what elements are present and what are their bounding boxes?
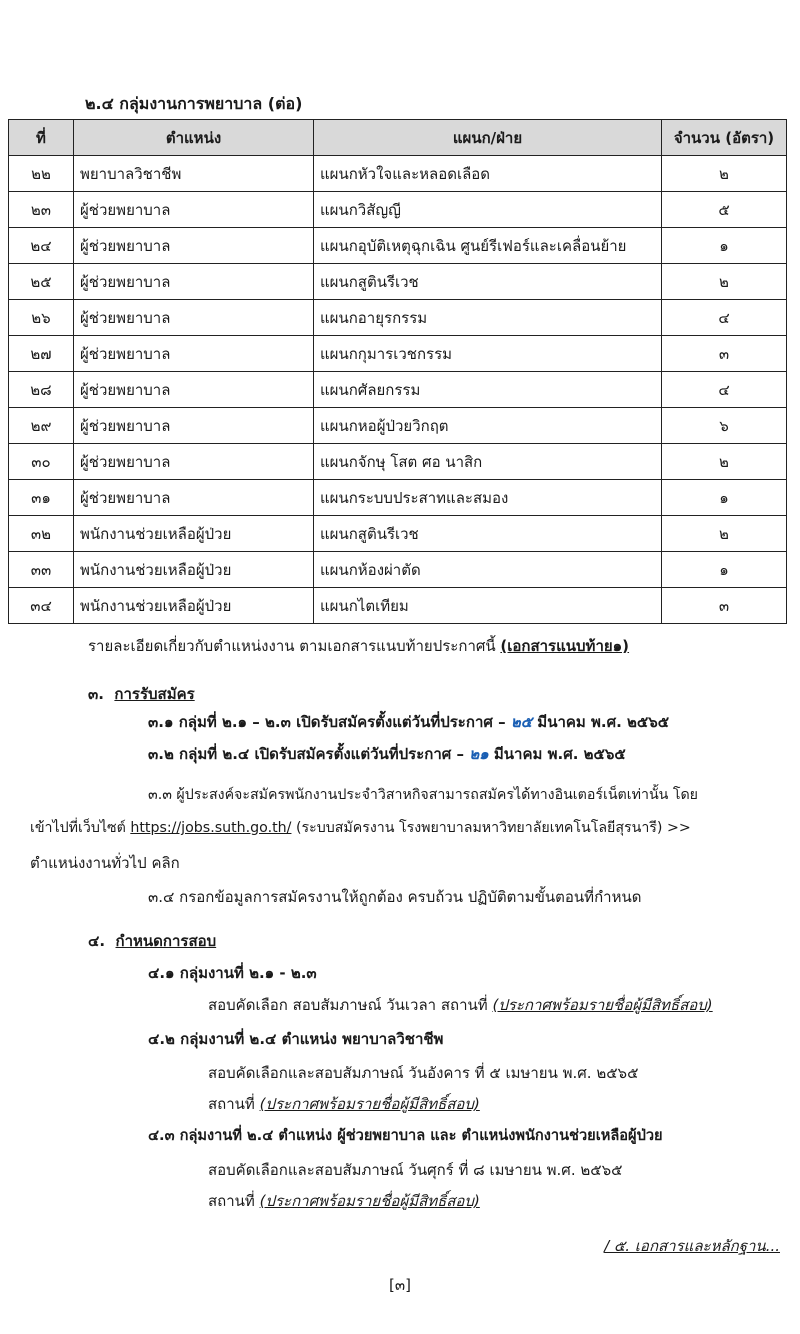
row-department: แผนกไตเทียม	[314, 588, 662, 624]
row-count: ๒	[662, 444, 787, 480]
application-item-1-prefix: ๓.๑ กลุ่มที่ ๒.๑ – ๒.๓ เปิดรับสมัครตั้งแต่วันที่ประกาศ –	[148, 713, 511, 731]
row-count: ๓	[662, 588, 787, 624]
table-row	[9, 444, 787, 480]
exam-group-1-note: (ประกาศพร้อมรายชื่อผู้มีสิทธิ์สอบ)	[492, 996, 713, 1014]
application-item-1	[148, 710, 669, 734]
row-position: ผู้ช่วยพยาบาล	[74, 336, 314, 372]
row-number: ๒๙	[9, 408, 74, 444]
attachment-reference: (เอกสารแนบท้าย๑)	[500, 637, 630, 655]
table-row	[9, 588, 787, 624]
row-number: ๓๑	[9, 480, 74, 516]
application-item-3-line-1: ๓.๓ ผู้ประสงค์จะสมัครพนักงานประจำวิสาหกิจสามารถสมัครได้ทางอินเตอร์เน็ตเท่านั้น โดย	[148, 787, 698, 803]
header-department: แผนก/ฝ่าย	[314, 120, 662, 156]
table-row	[9, 192, 787, 228]
application-heading-text: การรับสมัคร	[114, 685, 195, 703]
details-note	[88, 634, 629, 658]
header-position: ตำแหน่ง	[74, 120, 314, 156]
table-row	[9, 264, 787, 300]
table-row	[9, 480, 787, 516]
application-item-3-prefix: เข้าไปที่เว็บไซต์	[30, 820, 131, 836]
row-position: ผู้ช่วยพยาบาล	[74, 480, 314, 516]
table-row	[9, 372, 787, 408]
exam-group-3-line-2	[208, 1189, 480, 1213]
table-header-row	[9, 120, 787, 156]
row-count: ๔	[662, 300, 787, 336]
row-position: พยาบาลวิชาชีพ	[74, 156, 314, 192]
application-item-2	[148, 742, 626, 766]
row-position: ผู้ช่วยพยาบาล	[74, 300, 314, 336]
row-department: แผนกกุมารเวชกรรม	[314, 336, 662, 372]
row-number: ๒๒	[9, 156, 74, 192]
exam-group-2-venue-label: สถานที่	[208, 1095, 260, 1113]
handwritten-day-1: ๒๕	[510, 713, 533, 731]
application-item-3-line-3: ตำแหน่งงานทั่วไป คลิก	[30, 854, 180, 872]
row-department: แผนกอายุรกรรม	[314, 300, 662, 336]
handwritten-day-2: ๒๑	[469, 745, 489, 763]
row-number: ๒๘	[9, 372, 74, 408]
row-position: ผู้ช่วยพยาบาล	[74, 264, 314, 300]
application-item-4: ๓.๔ กรอกข้อมูลการสมัครงานให้ถูกต้อง ครบถ้วน ปฏิบัติตามขั้นตอนที่กำหนด	[148, 888, 642, 906]
application-heading	[88, 682, 195, 706]
row-count: ๑	[662, 480, 787, 516]
exam-group-3-line-1: สอบคัดเลือกและสอบสัมภาษณ์ วันศุกร์ ที่ ๘ เมษายน พ.ศ. ๒๕๖๕	[208, 1161, 623, 1179]
row-department: แผนกระบบประสาทและสมอง	[314, 480, 662, 516]
exam-group-3-title: ๔.๓ กลุ่มงานที่ ๒.๔ ตำแหน่ง ผู้ช่วยพยาบาล และ ตำแหน่งพนักงานช่วยเหลือผู้ป่วย	[148, 1127, 663, 1144]
exam-group-3-note: (ประกาศพร้อมรายชื่อผู้มีสิทธิ์สอบ)	[259, 1192, 480, 1210]
application-item-2-prefix: ๓.๒ กลุ่มที่ ๒.๔ เปิดรับสมัครตั้งแต่วันที่ประกาศ –	[148, 745, 470, 763]
application-item-3-suffix: (ระบบสมัครงาน โรงพยาบาลมหาวิทยาลัยเทคโนโลยีสุรนารี) >>	[291, 820, 691, 836]
row-number: ๒๗	[9, 336, 74, 372]
exam-group-2-line-2	[208, 1092, 480, 1116]
row-position: ผู้ช่วยพยาบาล	[74, 444, 314, 480]
row-department: แผนกศัลยกรรม	[314, 372, 662, 408]
row-department: แผนกวิสัญญี	[314, 192, 662, 228]
row-department: แผนกอุบัติเหตุฉุกเฉิน ศูนย์รีเฟอร์และเคลื่อนย้าย	[314, 228, 662, 264]
row-count: ๓	[662, 336, 787, 372]
row-number: ๓๔	[9, 588, 74, 624]
exam-group-2-line-1: สอบคัดเลือกและสอบสัมภาษณ์ วันอังคาร ที่ ๕ เมษายน พ.ศ. ๒๕๖๕	[208, 1064, 639, 1082]
row-position: พนักงานช่วยเหลือผู้ป่วย	[74, 516, 314, 552]
table-row	[9, 228, 787, 264]
row-position: พนักงานช่วยเหลือผู้ป่วย	[74, 588, 314, 624]
row-position: ผู้ช่วยพยาบาล	[74, 192, 314, 228]
exam-group-2-title: ๔.๒ กลุ่มงานที่ ๒.๔ ตำแหน่ง พยาบาลวิชาชีพ	[148, 1030, 444, 1048]
exam-heading-text: กำหนดการสอบ	[115, 932, 217, 950]
row-number: ๓๒	[9, 516, 74, 552]
table-row	[9, 408, 787, 444]
application-item-2-suffix: มีนาคม พ.ศ. ๒๕๖๕	[488, 745, 626, 763]
section-heading: ๒.๔ กลุ่มงานการพยาบาล (ต่อ)	[85, 94, 303, 113]
row-number: ๒๓	[9, 192, 74, 228]
row-count: ๑	[662, 552, 787, 588]
row-count: ๔	[662, 372, 787, 408]
row-department: แผนกสูตินรีเวช	[314, 264, 662, 300]
exam-group-2-note: (ประกาศพร้อมรายชื่อผู้มีสิทธิ์สอบ)	[259, 1095, 480, 1113]
row-count: ๕	[662, 192, 787, 228]
exam-group-3-venue-label: สถานที่	[208, 1192, 260, 1210]
row-count: ๑	[662, 228, 787, 264]
row-number: ๒๕	[9, 264, 74, 300]
row-number: ๓๓	[9, 552, 74, 588]
jobs-website-link[interactable]: https://jobs.suth.go.th/	[130, 820, 292, 836]
exam-group-1-line	[208, 993, 713, 1017]
table-row	[9, 300, 787, 336]
row-position: ผู้ช่วยพยาบาล	[74, 372, 314, 408]
table-row	[9, 516, 787, 552]
application-heading-number: ๓.	[88, 685, 104, 703]
table-row	[9, 156, 787, 192]
header-no: ที่	[9, 120, 74, 156]
row-number: ๓๐	[9, 444, 74, 480]
exam-group-1-text: สอบคัดเลือก สอบสัมภาษณ์ วันเวลา สถานที่	[208, 996, 493, 1014]
row-department: แผนกหอผู้ป่วยวิกฤต	[314, 408, 662, 444]
exam-group-1-title: ๔.๑ กลุ่มงานที่ ๒.๑ - ๒.๓	[148, 964, 317, 982]
header-count: จำนวน (อัตรา)	[662, 120, 787, 156]
row-count: ๒	[662, 156, 787, 192]
row-department: แผนกสูตินรีเวช	[314, 516, 662, 552]
row-department: แผนกห้องผ่าตัด	[314, 552, 662, 588]
table-row	[9, 552, 787, 588]
row-count: ๒	[662, 264, 787, 300]
row-number: ๒๖	[9, 300, 74, 336]
application-item-3-line-2	[30, 817, 691, 839]
row-position: ผู้ช่วยพยาบาล	[74, 408, 314, 444]
row-number: ๒๔	[9, 228, 74, 264]
row-department: แผนกจักษุ โสต ศอ นาสิก	[314, 444, 662, 480]
continuation-marker: / ๕. เอกสารและหลักฐาน...	[604, 1237, 780, 1255]
positions-table	[8, 119, 787, 624]
row-count: ๒	[662, 516, 787, 552]
exam-heading-number: ๔.	[88, 932, 106, 950]
details-note-text: รายละเอียดเกี่ยวกับตำแหน่งงาน ตามเอกสารแนบท้ายประกาศนี้	[88, 637, 501, 655]
exam-heading	[88, 929, 216, 953]
row-count: ๖	[662, 408, 787, 444]
page-number: [๓]	[389, 1276, 411, 1294]
row-position: พนักงานช่วยเหลือผู้ป่วย	[74, 552, 314, 588]
application-item-1-suffix: มีนาคม พ.ศ. ๒๕๖๕	[532, 713, 670, 731]
row-department: แผนกหัวใจและหลอดเลือด	[314, 156, 662, 192]
row-position: ผู้ช่วยพยาบาล	[74, 228, 314, 264]
table-row	[9, 336, 787, 372]
